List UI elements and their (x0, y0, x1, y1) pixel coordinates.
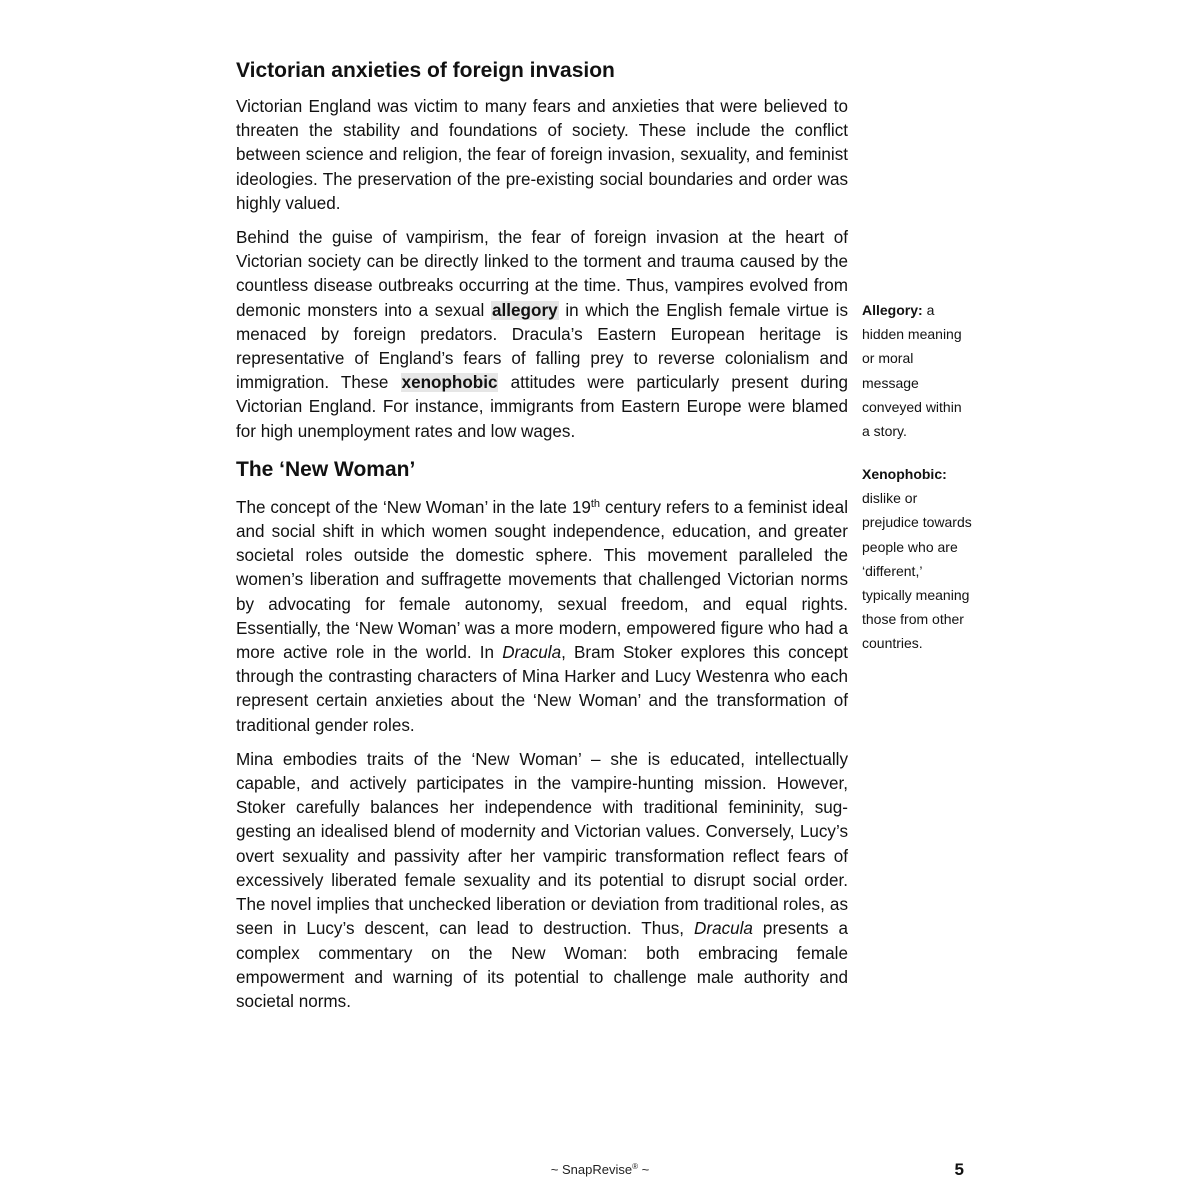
italic-title: Dracula (502, 643, 562, 663)
glossary-term: Allegory: (862, 302, 923, 318)
superscript: th (590, 497, 601, 510)
brand-tilde: ~ (638, 1162, 650, 1177)
brand-name: ~ SnapRevise (550, 1162, 633, 1177)
text-run: The concept of the ‘New Woman’ in the late 19 (236, 497, 591, 517)
glossary-xenophobic (862, 462, 972, 656)
paragraph-new-woman-concept (236, 496, 848, 738)
paragraph-vampirism (236, 226, 848, 444)
text-run: century refers to a feminist ideal and social shift in which women sought independence, education, and greater societal roles outside the domestic sphere. This movement paralleled the women’s liberation and suffragette movements that challenged Victorian norms by advocating for female autonomy, sexual freedom, and equal rights. Essentially, the ‘New Woman’ was a more modern, empowered figure who had a more active role in the world. In (236, 497, 848, 663)
paragraph-mina-lucy (236, 748, 848, 1014)
section-heading-new-woman: The ‘New Woman’ (236, 457, 416, 481)
text-run: Mina embodies traits of the ‘New Woman’ – she is educated, intellectually capable, and actively participates in the vampire-hunting mission. However, Stoker carefully balances her independence with traditional femininity, suggesting an idealised blend of modernity and Victorian values. Conversely, Lucy’s overt sexuality and passivity after her vampiric transformation reflect fears of excessively liberated female sexuality and its potential to disrupt social order. The novel implies that unchecked liberation or deviation from traditional roles, as seen in Lucy’s descent, can lead to destruction. Thus, (236, 749, 848, 939)
main-content (236, 57, 848, 1024)
text-run: Behind the guise of vampirism, the fear of foreign invasion at the heart of Victorian society can be directly linked to the torment and trauma caused by the countless disease outbreaks occurring at the time. Thus, vampires evolved from demonic monsters into a sexual (236, 228, 848, 320)
keyword-allegory: allegory (492, 300, 558, 320)
page-number: 5 (954, 1160, 964, 1179)
footer-brand (0, 1162, 1200, 1177)
text-run: in which the English female virtue is menaced by foreign predators. Dracula’s Eastern European heritage is representative of England’s fears of falling prey to reverse colonialism and immigration. These (236, 300, 849, 393)
text-run: attitudes were particularly present during Victorian England. For instance, immigrants from Eastern Europe were blamed for high unemployment rates and low wages. (236, 373, 848, 441)
glossary-definition: a hidden meaning or moral message conveyed within a story. (862, 302, 962, 440)
text-run: , Bram Stoker explores this concept through the contrasting characters of Mina Harker and Lucy Westenra who each represent certain anxieties about the ‘New Woman’ and the transformation of traditional gender roles. (236, 643, 848, 735)
registered-mark: ® (632, 1162, 638, 1171)
glossary-definition: dislike or prejudice towards people who are ‘different,’ typically meaning those from other countries. (862, 490, 972, 652)
text-run: presents a complex commentary on the New Woman: both embracing female empowerment and warning of its potential to challenge male authority and societal norms. (236, 919, 848, 1011)
section-heading-foreign-invasion: Victorian anxieties of foreign invasion (236, 59, 615, 82)
glossary-allegory (862, 298, 972, 443)
glossary-term: Xenophobic: (862, 466, 947, 482)
italic-title: Dracula (694, 919, 753, 939)
keyword-xenophobic: xenophobic (401, 373, 498, 393)
paragraph-victorian-fears: Victorian England was victim to many fears and anxieties that were believed to threaten the stability and foundations of society. These include the conflict between science and religion, the fear of foreign invasion, sexuality, and feminist ideologies. The preservation of the pre-existing social boundaries and order was highly valued. (236, 97, 848, 213)
